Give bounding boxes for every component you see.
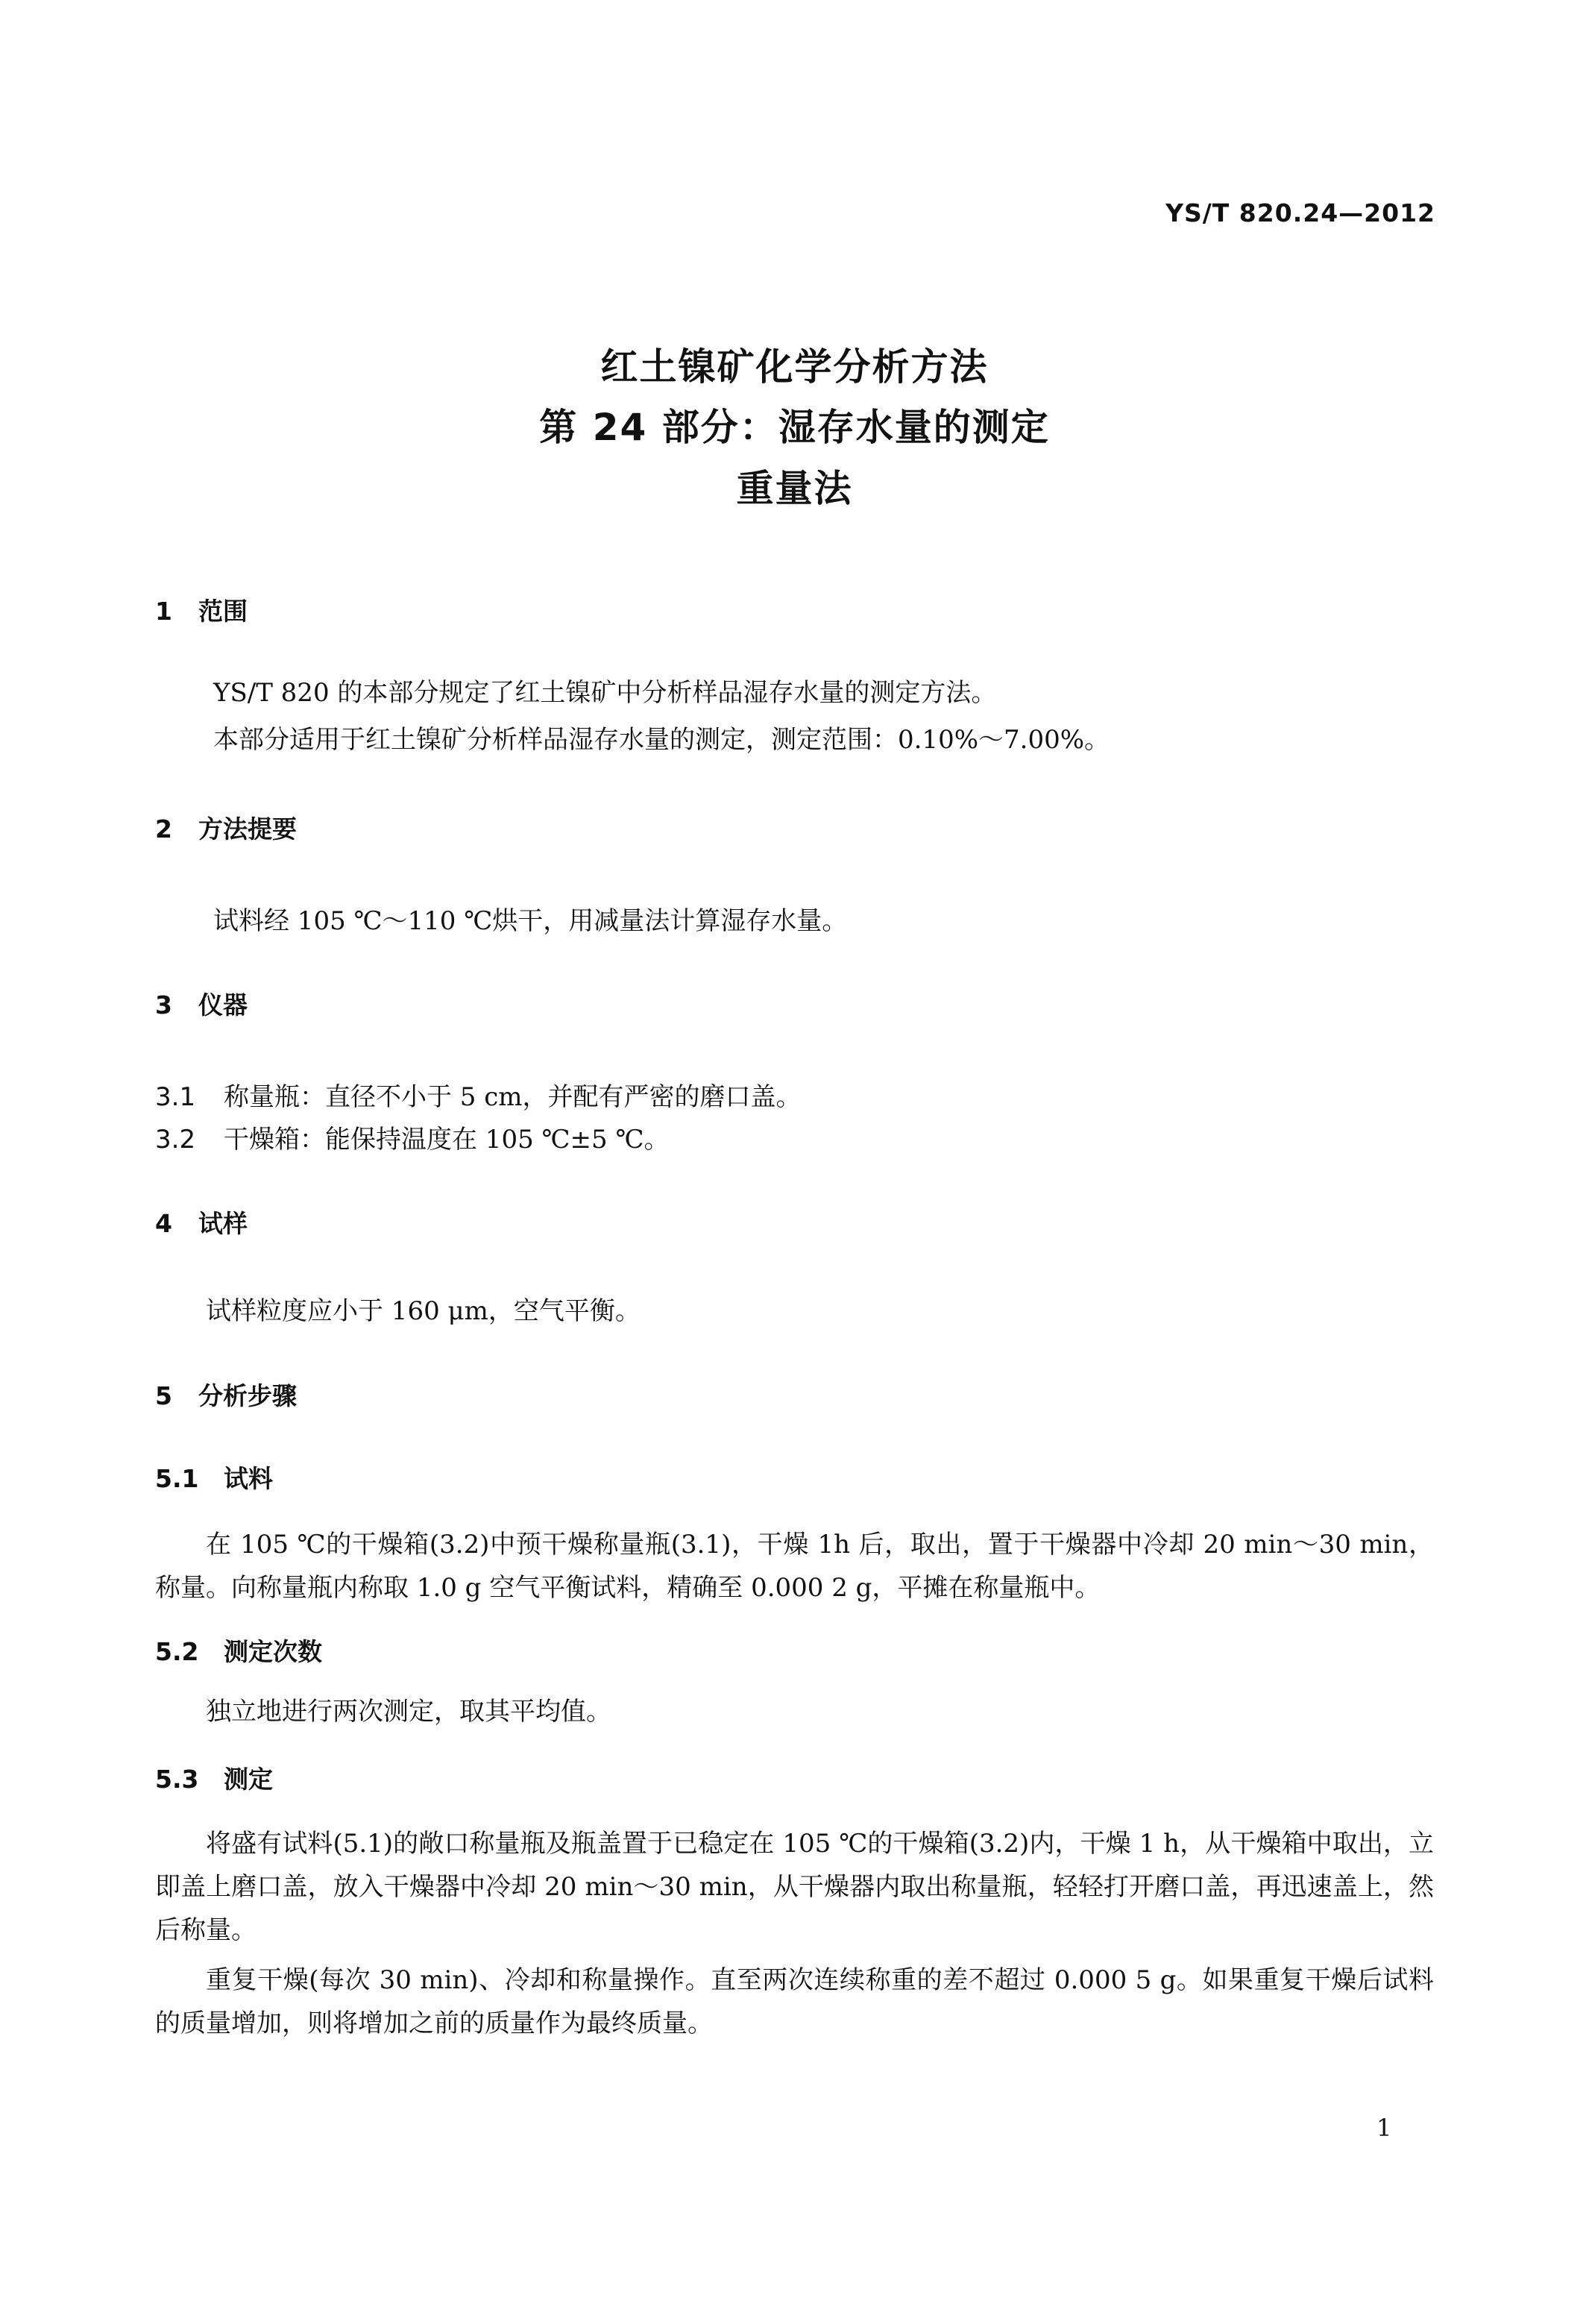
section-heading-procedure — [155, 1377, 297, 1412]
clause-number: 3.1 — [155, 1082, 196, 1112]
section-heading-principle — [155, 810, 297, 845]
standard-number: YS/T 820.24—2012 — [1165, 198, 1435, 227]
section-number: 2 — [155, 814, 172, 844]
section-title: 仪器 — [198, 990, 248, 1020]
clause-3-2 — [155, 1119, 670, 1155]
scope-paragraph-1: YS/T 820 的本部分规定了红土镍矿中分析样品湿存水量的测定方法。 — [213, 678, 997, 708]
sample-paragraph: 试样粒度应小于 160 μm，空气平衡。 — [206, 1296, 641, 1326]
section-heading-apparatus — [155, 986, 248, 1021]
subsection-heading-determination — [155, 1760, 273, 1795]
document-subtitle: 第 24 部分：湿存水量的测定 — [539, 406, 1050, 449]
clause-3-1 — [155, 1076, 802, 1113]
section-number: 3 — [155, 990, 172, 1020]
determination-paragraph-1: 将盛有试料(5.1)的敞口称量瓶及瓶盖置于已稳定在 105 ℃的干燥箱(3.2)内，干燥 1 h，从干燥箱中取出，立即盖上磨口盖，放入干燥器中冷却 20 min～30 min，从干燥器内取出称量瓶，轻轻打开磨口盖，再迅速盖上，然后称量。 — [155, 1829, 1434, 1945]
test-portion-paragraph: 在 105 ℃的干燥箱(3.2)中预干燥称量瓶(3.1)，干燥 1h 后，取出，置于干燥器中冷却 20 min～30 min，称量。向称量瓶内称取 1.0 g 空气平衡试料，精确至 0.000 2 g，平摊在称量瓶中。 — [155, 1530, 1434, 1603]
section-heading-sample — [155, 1205, 248, 1240]
section-heading-scope — [155, 592, 248, 627]
section-title: 方法提要 — [198, 814, 297, 844]
subsection-number: 5.3 — [155, 1765, 199, 1794]
clause-text: 干燥箱：能保持温度在 105 ℃±5 ℃。 — [224, 1125, 670, 1155]
subsection-heading-test-portion — [155, 1460, 273, 1495]
subsection-title: 试料 — [224, 1464, 273, 1493]
section-title: 范围 — [198, 597, 248, 626]
document-method-title: 重量法 — [736, 467, 853, 510]
section-number: 4 — [155, 1209, 172, 1238]
subsection-number: 5.1 — [155, 1464, 199, 1493]
section-number: 1 — [155, 597, 172, 626]
subsection-number: 5.2 — [155, 1637, 199, 1666]
clause-number: 3.2 — [155, 1125, 196, 1155]
document-title: 红土镍矿化学分析方法 — [600, 345, 989, 389]
page-number: 1 — [1376, 2114, 1392, 2142]
section-title: 分析步骤 — [198, 1381, 297, 1410]
section-number: 5 — [155, 1381, 172, 1410]
subsection-title: 测定 — [224, 1765, 273, 1794]
principle-paragraph: 试料经 105 ℃～110 ℃烘干，用减量法计算湿存水量。 — [213, 906, 848, 936]
determination-paragraph-2: 重复干燥(每次 30 min)、冷却和称量操作。直至两次连续称重的差不超过 0.000 5 g。如果重复干燥后试料的质量增加，则将增加之前的质量作为最终质量。 — [155, 1965, 1434, 2038]
number-of-determinations-paragraph: 独立地进行两次测定，取其平均值。 — [206, 1697, 611, 1727]
clause-text: 称量瓶：直径不小于 5 cm，并配有严密的磨口盖。 — [224, 1082, 802, 1112]
subsection-title: 测定次数 — [224, 1637, 322, 1666]
section-title: 试样 — [198, 1209, 248, 1238]
scope-paragraph-2: 本部分适用于红土镍矿分析样品湿存水量的测定，测定范围：0.10%～7.00%。 — [213, 725, 1110, 755]
subsection-heading-number-of-determinations — [155, 1633, 322, 1668]
